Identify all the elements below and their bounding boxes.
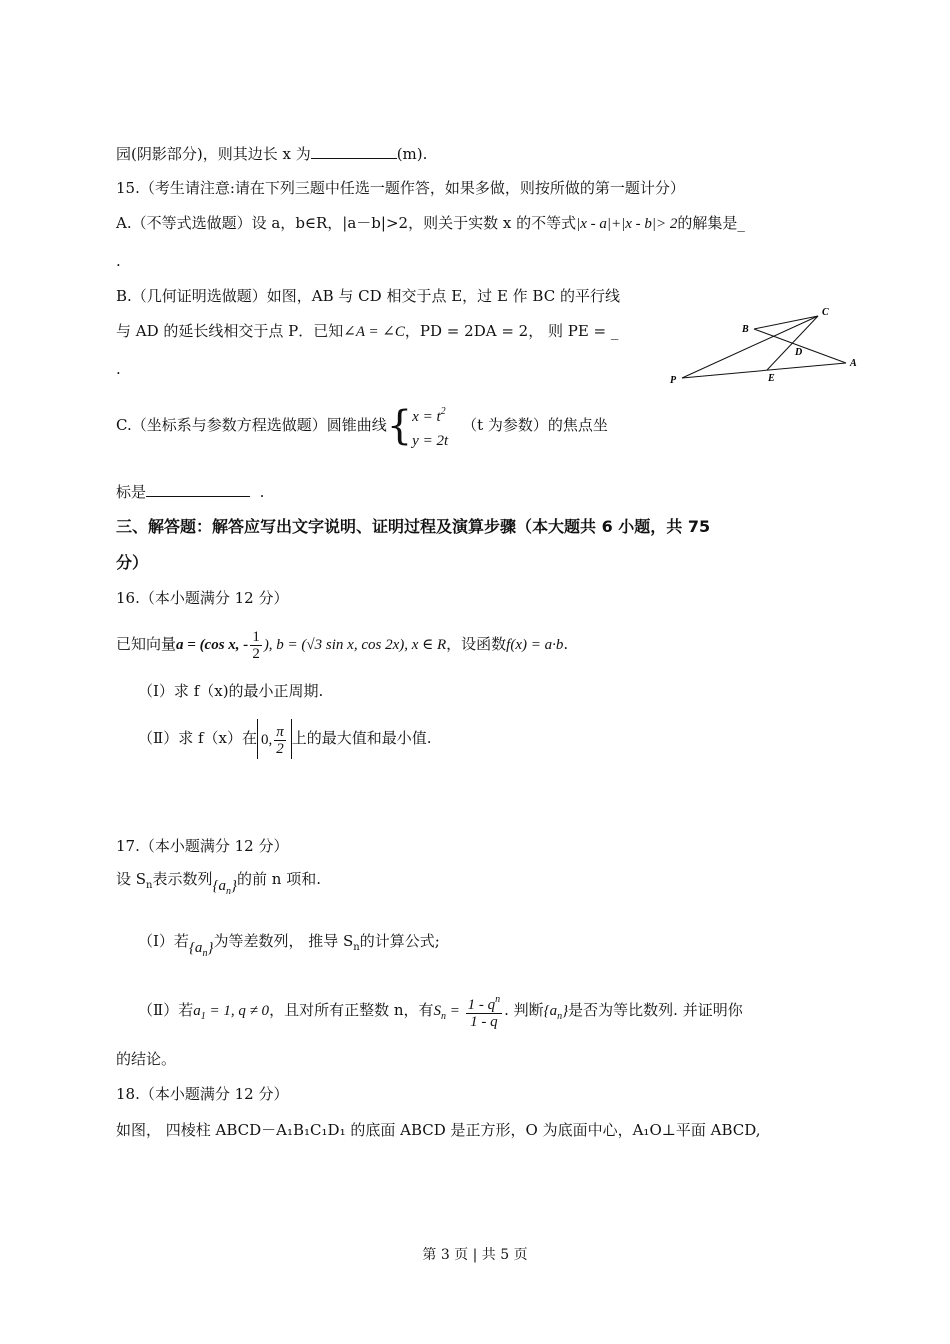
question-15c: C.（坐标系与参数方程选做题）圆锥曲线{ $x = t^2$ y = 2t （t 为参数）的焦点坐 (116, 398, 608, 452)
question-15a-dot: . (116, 252, 121, 270)
label-c: C (822, 307, 829, 318)
section-3-heading-cont: 分） (116, 553, 149, 572)
page-footer: 第 3 页 | 共 5 页 (422, 1247, 528, 1263)
question-17-part2: （Ⅱ）若$a_1 = 1$, q ≠ 0，且对所有正整数 n，有$S_n$ = $\frac{1 - q^n}{1 - q}$ . 判断$\{a_n\}$是否为等比数列. 并证明你 (138, 994, 743, 1030)
label-b: B (742, 324, 749, 335)
answer-blank[interactable] (146, 480, 250, 497)
question-15b-dot: . (116, 360, 121, 378)
question-17-title: 17.（本小题满分 12 分） (116, 837, 289, 855)
param-equations: $x = t^2$ y = 2t (412, 405, 449, 449)
question-16-title: 16.（本小题满分 12 分） (116, 589, 289, 607)
label-e: E (768, 373, 775, 384)
brace-icon: { (386, 403, 413, 449)
question-15-title: 15.（考生请注意:请在下列三题中任选一题作答，如果多做，则按所做的第一题计分） (116, 179, 685, 197)
answer-blank[interactable] (311, 142, 397, 159)
label-a: A (850, 358, 857, 369)
question-15c-line2: 标是 . (116, 480, 264, 503)
question-17-part2-line2: 的结论。 (116, 1050, 177, 1068)
geometry-figure (664, 304, 864, 388)
inequality-math: |x - a|+|x - b|> 2 (576, 216, 678, 232)
question-17-stem: 设 $S_n$表示数列$\{a_n\}$的前 n 项和. (116, 870, 321, 897)
label-d: D (795, 347, 803, 358)
label-p: P (670, 375, 677, 386)
angle-math: ∠A = ∠C (343, 324, 405, 340)
question-15b-line2: 与 AD 的延长线相交于点 P．已知∠A = ∠C，PD = 2DA = 2， 则 PE = _ (116, 322, 619, 340)
fraction-geometric-sum: $\frac{1 - q^n}{1 - q}$ (467, 994, 501, 1030)
question-18-stem: 如图， 四棱柱 ABCD－A₁B₁C₁D₁ 的底面 ABCD 是正方形，O 为底面中心，A₁O⊥平面 ABCD, (116, 1121, 761, 1139)
question-17-part1: （Ⅰ）若$\{a_n\}$为等差数列， 推导 $S_n$的计算公式; (138, 932, 440, 959)
question-16-part1: （Ⅰ）求 f（x)的最小正周期. (138, 682, 324, 700)
question-15a: A.（不等式选做题）设 a，b∈R，|a－b|>2，则关于实数 x 的不等式|x - a|+|x - b|> 2的解集是_ (116, 214, 745, 232)
question-18-title: 18.（本小题满分 12 分） (116, 1085, 289, 1103)
question-16-stem: 已知向量a = (cos x, - $\frac{1}{2}$ ), b = (√3 sin x, cos 2x), x ∈ R，设函数f(x) = a·b. (116, 628, 569, 662)
interval: 0, $\frac{\pi}{2}$ (257, 719, 292, 759)
section-3-heading: 三、解答题：解答应写出文字说明、证明过程及演算步骤（本大题共 6 小题，共 75 (116, 517, 711, 536)
question-16-part2: （Ⅱ）求 f（x）在 0, $\frac{\pi}{2}$ 上的最大值和最小值. (138, 716, 432, 760)
line-side-length: 园(阴影部分)，则其边长 x 为 (m). (116, 142, 427, 165)
question-15b-line1: B.（几何证明选做题）如图，AB 与 CD 相交于点 E，过 E 作 BC 的平行线 (116, 287, 620, 305)
fraction-half: $\frac{1}{2}$ (252, 628, 260, 662)
